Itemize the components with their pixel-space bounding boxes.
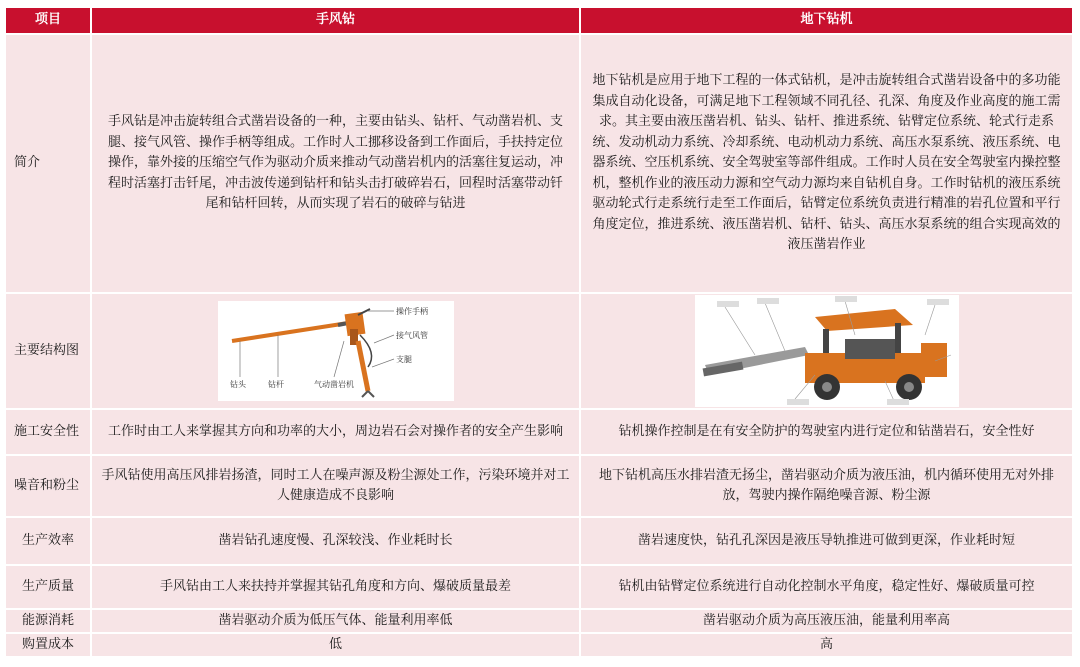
- hand-drill-diagram: [218, 301, 454, 401]
- structure-hand-drill-cell: [92, 294, 581, 410]
- header-hand-drill: 手风钻: [92, 8, 581, 35]
- comparison-table: [6, 8, 1074, 658]
- noise-hand-drill: 手风钻使用高压风排岩扬渣，同时工人在噪声源及粉尘源处工作，污染环境并对工人健康造成不良影响: [92, 456, 581, 518]
- row-label: 简介: [6, 35, 92, 294]
- table-row: [6, 610, 1074, 634]
- cost-underground-drill: 高: [581, 634, 1074, 658]
- label-drill: 气动凿岩机: [313, 380, 354, 389]
- quality-underground-drill: 钻机由钻臂定位系统进行自动化控制水平角度，稳定性好、爆破质量可控: [581, 566, 1074, 610]
- efficiency-underground-drill: 凿岩速度快，钻孔孔深因是液压导轨推进可做到更深，作业耗时短: [581, 518, 1074, 566]
- safety-hand-drill: 工作时由工人来掌握其方向和功率的大小，周边岩石会对操作者的安全产生影响: [92, 410, 581, 456]
- header-item: 项目: [6, 8, 92, 35]
- header-underground-drill: 地下钻机: [581, 8, 1074, 35]
- energy-underground-drill: 凿岩驱动介质为高压液压油，能量利用率高: [581, 610, 1074, 634]
- label-leg: 支腿: [395, 355, 412, 364]
- label-hose: 接气风管: [395, 331, 428, 340]
- label-handle: 操作手柄: [395, 307, 428, 316]
- structure-underground-drill-cell: [581, 294, 1074, 410]
- table-row: [6, 410, 1074, 456]
- cost-hand-drill: 低: [92, 634, 581, 658]
- row-label: 生产质量: [6, 566, 92, 610]
- table-row: [6, 566, 1074, 610]
- row-label: 能源消耗: [6, 610, 92, 634]
- table-row: [6, 518, 1074, 566]
- row-label: 生产效率: [6, 518, 92, 566]
- row-label: 主要结构图: [6, 294, 92, 410]
- header-row: [6, 8, 1074, 35]
- table-row: [6, 634, 1074, 658]
- efficiency-hand-drill: 凿岩钻孔速度慢、孔深较浅、作业耗时长: [92, 518, 581, 566]
- table-row: [6, 456, 1074, 518]
- energy-hand-drill: 凿岩驱动介质为低压气体、能量利用率低: [92, 610, 581, 634]
- row-label: 施工安全性: [6, 410, 92, 456]
- safety-underground-drill: 钻机操作控制是在有安全防护的驾驶室内进行定位和钻凿岩石，安全性好: [581, 410, 1074, 456]
- intro-hand-drill: 手风钻是冲击旋转组合式凿岩设备的一种，主要由钻头、钻杆、气动凿岩机、支腿、接气风管、操作手柄等组成。工作时人工挪移设备到工作面后，手扶持定位操作，靠外接的压缩空气作为驱动介质来推动气动凿岩机内的活塞往复运动，冲程时活塞打击钎尾，冲击波传递到钻杆和钻头击打破碎岩石，回程时活塞带动钎尾和钻杆回转，从而实现了岩石的破碎与钻进: [92, 35, 581, 294]
- noise-underground-drill: 地下钻机高压水排岩渣无扬尘，凿岩驱动介质为液压油，机内循环使用无对外排放，驾驶内操作隔绝噪音源、粉尘源: [581, 456, 1074, 518]
- label-bit: 钻头: [229, 380, 246, 389]
- row-label: 购置成本: [6, 634, 92, 658]
- intro-underground-drill: 地下钻机是应用于地下工程的一体式钻机，是冲击旋转组合式凿岩设备中的多功能集成自动化设备，可满足地下工程领域不同孔径、孔深、角度及作业高度的施工需求。其主要由液压凿岩机、钻头、钻杆、推进系统、钻臂定位系统、轮式行走系统、发动机动力系统、冷却系统、电动机动力系统、高压水泵系统、液压系统、电器系统、空压机系统、安全驾驶室等部件组成。工作时人员在安全驾驶室内操控整机，整机作业的液压动力源和空气动力源均来自钻机自身。工作时钻机的液压系统驱动轮式行走系统行走至工作面后，钻臂定位系统负责进行精准的岩孔位置和平行角度定位，推进系统、液压凿岩机、钻杆、钻头、高压水泵系统的组合实现高效的液压凿岩作业: [581, 35, 1074, 294]
- underground-drill-diagram: [695, 295, 959, 407]
- row-label: 噪音和粉尘: [6, 456, 92, 518]
- quality-hand-drill: 手风钻由工人来扶持并掌握其钻孔角度和方向、爆破质量最差: [92, 566, 581, 610]
- table-row: [6, 35, 1074, 294]
- table-row: [6, 294, 1074, 410]
- label-rod: 钻杆: [267, 380, 284, 389]
